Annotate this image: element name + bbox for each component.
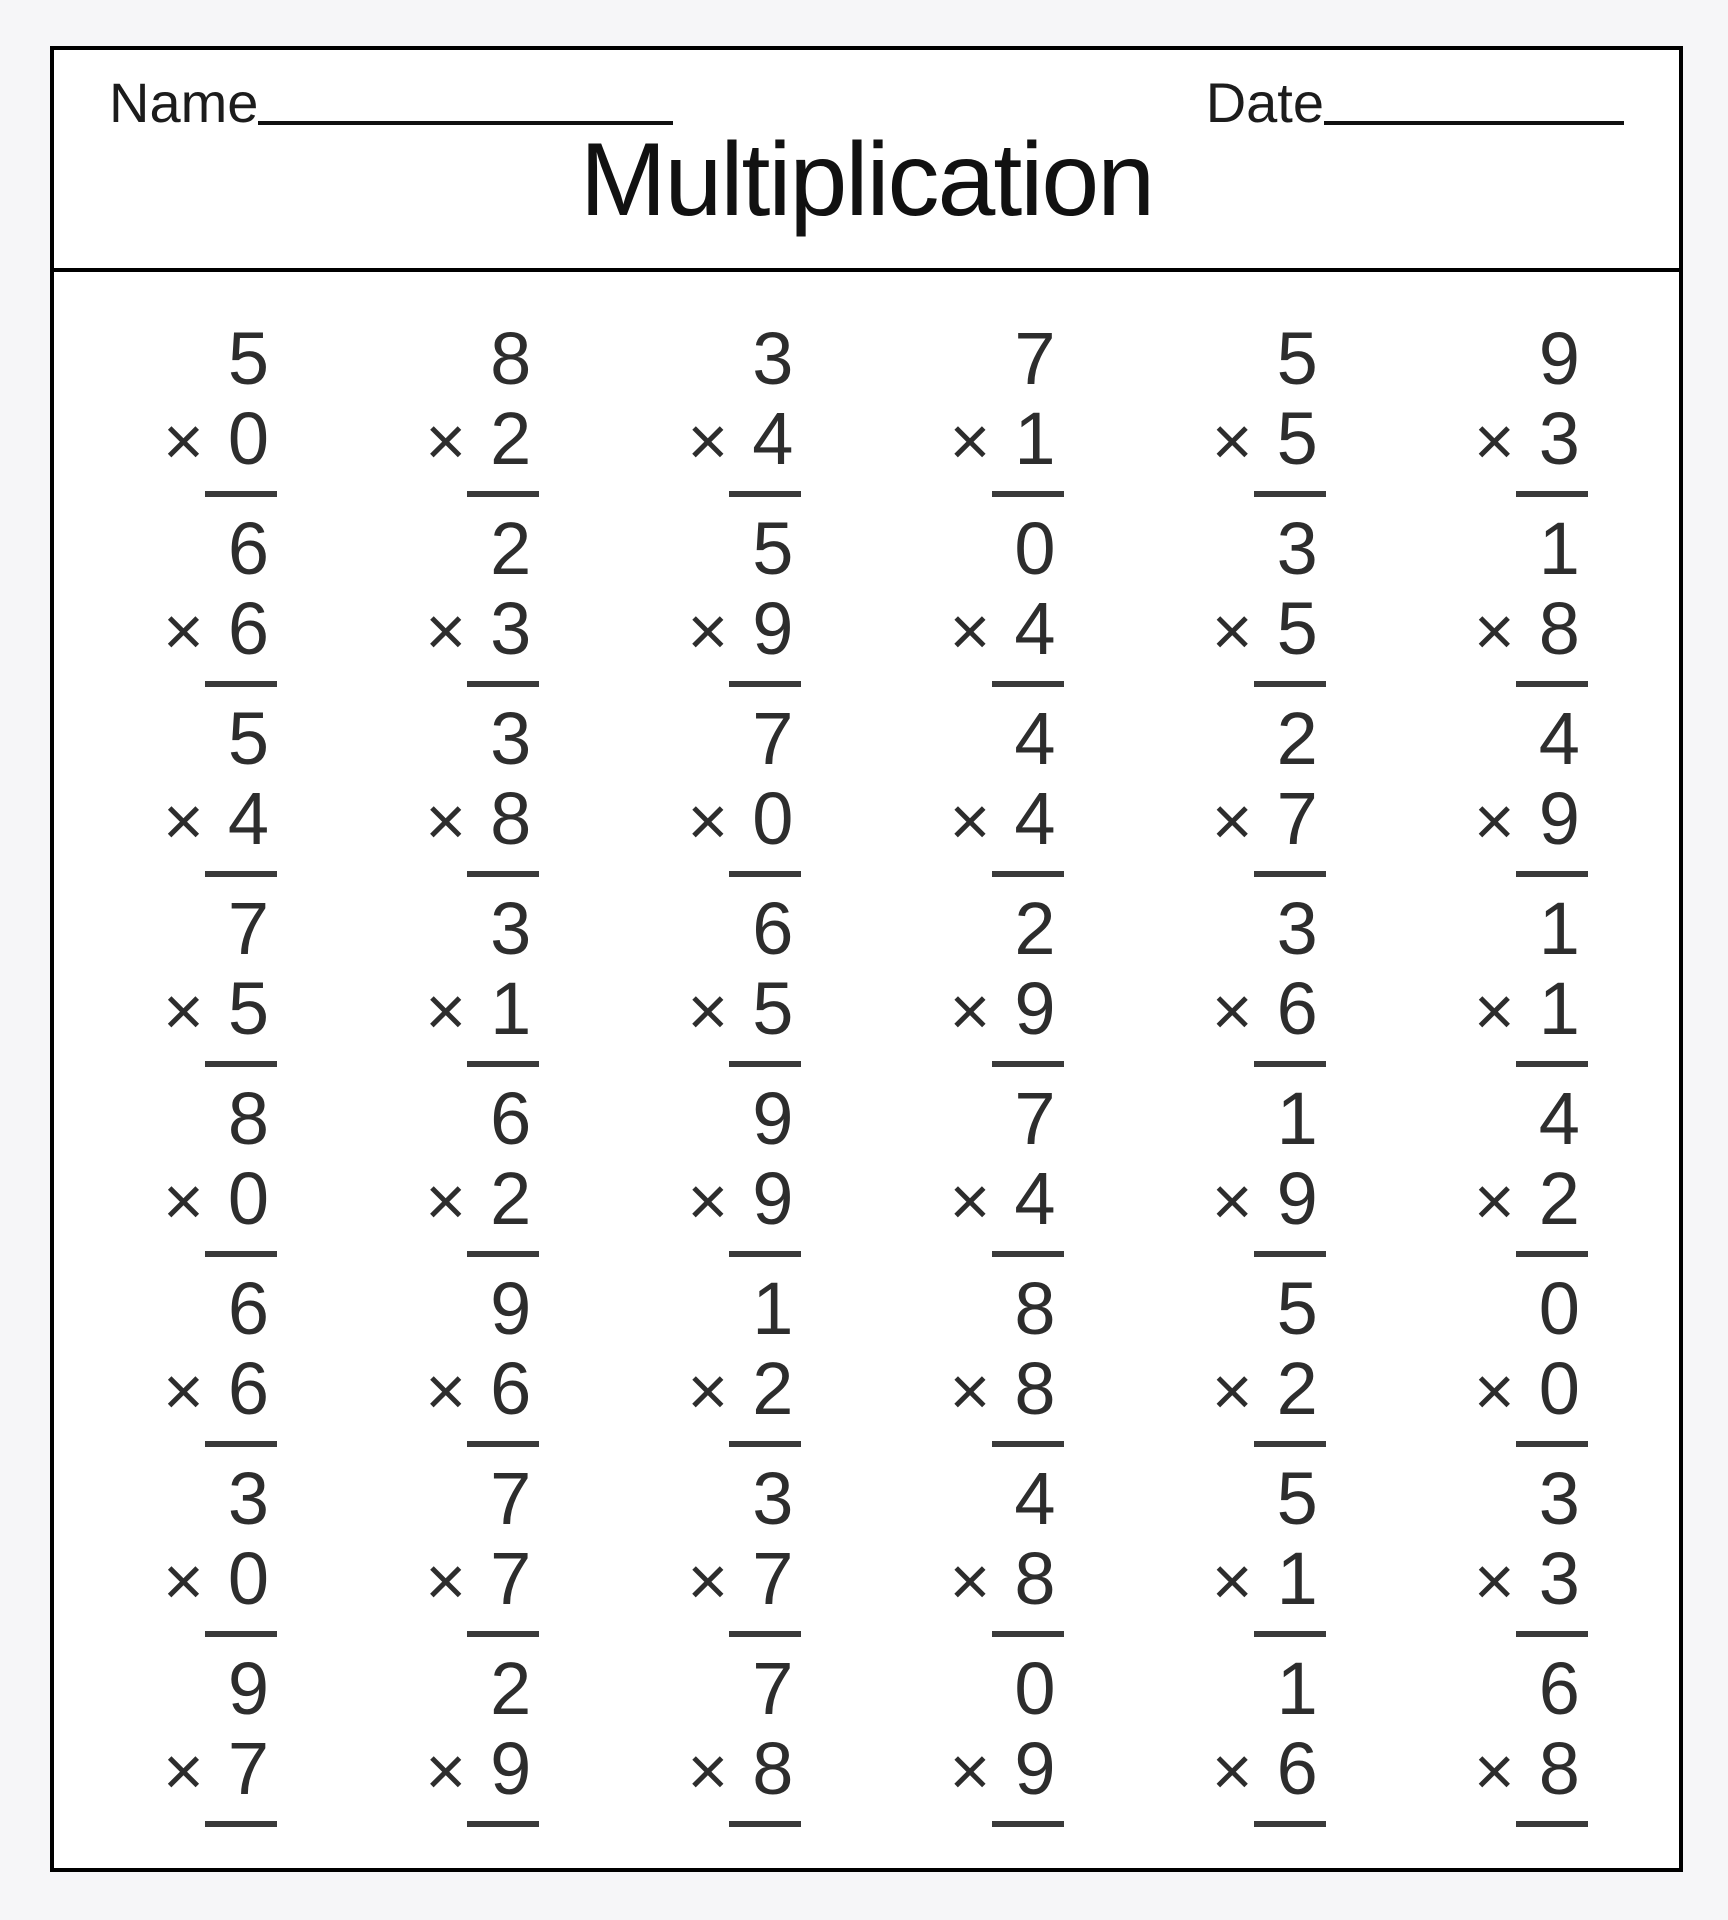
problem-cell	[667, 1078, 803, 1268]
bottom-operand: 0	[227, 1157, 270, 1240]
problem-cell	[1454, 1648, 1590, 1838]
answer-line[interactable]	[992, 491, 1064, 497]
problem-cell	[1192, 318, 1328, 508]
top-operand: 8	[227, 1077, 270, 1160]
answer-line[interactable]	[729, 1441, 801, 1447]
times-icon: ×	[163, 1162, 204, 1240]
top-operand: 3	[752, 317, 794, 400]
times-icon: ×	[687, 592, 729, 670]
top-operand: 0	[1014, 507, 1056, 590]
answer-line[interactable]	[729, 1631, 801, 1637]
problem-cell	[930, 888, 1066, 1078]
bottom-operand: 1	[1538, 967, 1580, 1050]
answer-line[interactable]	[729, 871, 801, 877]
top-operand: 8	[1014, 1267, 1056, 1350]
bottom-operand: 8	[1014, 1347, 1056, 1430]
answer-line[interactable]	[1516, 491, 1588, 497]
answer-line[interactable]	[467, 1251, 539, 1257]
top-operand: 5	[227, 317, 270, 400]
bottom-operand: 0	[752, 777, 794, 860]
bottom-operand: 5	[227, 967, 270, 1050]
problem-cell	[1454, 1078, 1590, 1268]
bottom-operand: 3	[1538, 397, 1580, 480]
times-icon: ×	[949, 1162, 991, 1240]
problem-cell	[1454, 318, 1590, 508]
times-icon: ×	[1211, 1732, 1253, 1810]
bottom-operand: 8	[1538, 587, 1580, 670]
times-icon: ×	[687, 402, 729, 480]
worksheet-header	[54, 50, 1679, 272]
top-operand: 7	[752, 697, 794, 780]
bottom-operand: 0	[227, 1537, 270, 1620]
answer-line[interactable]	[205, 1441, 277, 1447]
answer-line[interactable]	[1516, 871, 1588, 877]
problem-cell	[667, 698, 803, 888]
answer-line[interactable]	[1254, 491, 1326, 497]
times-icon: ×	[1473, 1542, 1515, 1620]
problem-cell	[667, 1268, 803, 1458]
top-operand: 3	[490, 697, 532, 780]
bottom-operand: 7	[227, 1727, 270, 1810]
answer-line[interactable]	[467, 1821, 539, 1827]
bottom-operand: 9	[1014, 1727, 1056, 1810]
bottom-operand: 8	[752, 1727, 794, 1810]
bottom-operand: 4	[752, 397, 794, 480]
bottom-operand: 1	[1014, 397, 1056, 480]
top-operand: 4	[1014, 1457, 1056, 1540]
answer-line[interactable]	[205, 681, 277, 687]
problem-cell	[930, 1648, 1066, 1838]
top-operand: 9	[752, 1077, 794, 1160]
times-icon: ×	[1473, 782, 1515, 860]
answer-line[interactable]	[729, 1061, 801, 1067]
problem-cell	[1192, 1458, 1328, 1648]
answer-line[interactable]	[992, 1251, 1064, 1257]
bottom-operand: 0	[1538, 1347, 1580, 1430]
bottom-operand: 7	[752, 1537, 794, 1620]
bottom-operand: 8	[1014, 1537, 1056, 1620]
problem-cell	[930, 1078, 1066, 1268]
problem-cell	[143, 698, 279, 888]
bottom-operand: 5	[752, 967, 794, 1050]
bottom-operand: 6	[227, 1347, 270, 1430]
answer-line[interactable]	[1516, 1441, 1588, 1447]
problem-cell	[143, 318, 279, 508]
problem-cell	[1192, 1268, 1328, 1458]
times-icon: ×	[949, 1542, 991, 1620]
bottom-operand: 1	[490, 967, 532, 1050]
times-icon: ×	[425, 782, 467, 860]
problem-cell	[667, 318, 803, 508]
top-operand: 9	[227, 1647, 270, 1730]
times-icon: ×	[1473, 1732, 1515, 1810]
times-icon: ×	[1473, 1352, 1515, 1430]
bottom-operand: 9	[1276, 1157, 1318, 1240]
bottom-operand: 9	[1014, 967, 1056, 1050]
answer-line[interactable]	[992, 871, 1064, 877]
problem-cell	[405, 1268, 541, 1458]
bottom-operand: 4	[1014, 777, 1056, 860]
bottom-operand: 7	[490, 1537, 532, 1620]
problem-cell	[667, 1648, 803, 1838]
top-operand: 0	[1014, 1647, 1056, 1730]
bottom-operand: 2	[490, 1157, 532, 1240]
bottom-operand: 3	[490, 587, 532, 670]
top-operand: 1	[1538, 887, 1580, 970]
times-icon: ×	[425, 972, 467, 1050]
problem-cell	[930, 1458, 1066, 1648]
problem-cell	[405, 1078, 541, 1268]
top-operand: 2	[1276, 697, 1318, 780]
problem-cell	[1454, 1458, 1590, 1648]
date-field	[1206, 72, 1624, 134]
times-icon: ×	[1211, 592, 1253, 670]
times-icon: ×	[163, 1352, 204, 1430]
bottom-operand: 6	[1276, 1727, 1318, 1810]
problem-cell	[143, 1458, 279, 1648]
problem-cell	[930, 508, 1066, 698]
problem-cell	[143, 508, 279, 698]
problem-cell	[1454, 1268, 1590, 1458]
top-operand: 7	[1014, 1077, 1056, 1160]
answer-line[interactable]	[467, 1631, 539, 1637]
top-operand: 6	[490, 1077, 532, 1160]
top-operand: 5	[1276, 317, 1318, 400]
date-blank-line[interactable]	[1324, 121, 1624, 125]
answer-line[interactable]	[1516, 681, 1588, 687]
top-operand: 6	[1538, 1647, 1580, 1730]
problem-cell	[667, 508, 803, 698]
top-operand: 3	[1276, 887, 1318, 970]
top-operand: 0	[1538, 1267, 1580, 1350]
top-operand: 4	[1538, 697, 1580, 780]
bottom-operand: 4	[1014, 1157, 1056, 1240]
problem-cell	[405, 508, 541, 698]
top-operand: 3	[752, 1457, 794, 1540]
times-icon: ×	[687, 1352, 729, 1430]
answer-line[interactable]	[729, 491, 801, 497]
answer-line[interactable]	[1254, 1251, 1326, 1257]
bottom-operand: 2	[1276, 1347, 1318, 1430]
times-icon: ×	[1473, 592, 1515, 670]
answer-line[interactable]	[1254, 1441, 1326, 1447]
top-operand: 3	[1538, 1457, 1580, 1540]
times-icon: ×	[425, 402, 467, 480]
times-icon: ×	[163, 782, 204, 860]
times-icon: ×	[163, 592, 204, 670]
answer-line[interactable]	[205, 491, 277, 497]
problem-cell	[667, 1458, 803, 1648]
top-operand: 1	[1276, 1077, 1318, 1160]
times-icon: ×	[425, 1162, 467, 1240]
times-icon: ×	[949, 972, 991, 1050]
top-operand: 4	[1538, 1077, 1580, 1160]
times-icon: ×	[163, 1732, 204, 1810]
bottom-operand: 8	[490, 777, 532, 860]
problem-cell	[1192, 888, 1328, 1078]
bottom-operand: 9	[1538, 777, 1580, 860]
answer-line[interactable]	[1254, 1631, 1326, 1637]
times-icon: ×	[687, 1542, 729, 1620]
times-icon: ×	[425, 1352, 467, 1430]
problem-cell	[1454, 698, 1590, 888]
top-operand: 7	[227, 887, 270, 970]
times-icon: ×	[687, 782, 729, 860]
worksheet-page	[50, 46, 1683, 1872]
problem-cell	[405, 698, 541, 888]
top-operand: 6	[752, 887, 794, 970]
times-icon: ×	[949, 592, 991, 670]
top-operand: 1	[1538, 507, 1580, 590]
problem-cell	[405, 888, 541, 1078]
top-operand: 2	[1014, 887, 1056, 970]
answer-line[interactable]	[1516, 1061, 1588, 1067]
top-operand: 6	[227, 1267, 270, 1350]
times-icon: ×	[1211, 1352, 1253, 1430]
times-icon: ×	[163, 972, 204, 1050]
problem-cell	[930, 698, 1066, 888]
answer-line[interactable]	[992, 681, 1064, 687]
top-operand: 1	[1276, 1647, 1318, 1730]
problem-cell	[930, 1268, 1066, 1458]
answer-line[interactable]	[1254, 871, 1326, 877]
top-operand: 7	[752, 1647, 794, 1730]
answer-line[interactable]	[205, 871, 277, 877]
times-icon: ×	[1211, 402, 1253, 480]
times-icon: ×	[425, 1732, 467, 1810]
top-operand: 8	[490, 317, 532, 400]
bottom-operand: 6	[490, 1347, 532, 1430]
top-operand: 7	[1014, 317, 1056, 400]
times-icon: ×	[949, 402, 991, 480]
bottom-operand: 6	[227, 587, 270, 670]
problem-cell	[143, 1078, 279, 1268]
times-icon: ×	[1473, 402, 1515, 480]
problem-cell	[1454, 888, 1590, 1078]
top-operand: 4	[1014, 697, 1056, 780]
bottom-operand: 6	[1276, 967, 1318, 1050]
problem-cell	[143, 1268, 279, 1458]
problem-cell	[667, 888, 803, 1078]
top-operand: 6	[227, 507, 270, 590]
problem-cell	[405, 1648, 541, 1838]
times-icon: ×	[1211, 1162, 1253, 1240]
answer-line[interactable]	[467, 1441, 539, 1447]
top-operand: 5	[1276, 1457, 1318, 1540]
answer-line[interactable]	[992, 1631, 1064, 1637]
top-operand: 7	[490, 1457, 532, 1540]
top-operand: 5	[227, 697, 270, 780]
problem-cell	[143, 888, 279, 1078]
answer-line[interactable]	[992, 1821, 1064, 1827]
answer-line[interactable]	[992, 1441, 1064, 1447]
answer-line[interactable]	[729, 1251, 801, 1257]
answer-line[interactable]	[205, 1821, 277, 1827]
answer-line[interactable]	[1254, 681, 1326, 687]
answer-line[interactable]	[205, 1631, 277, 1637]
times-icon: ×	[949, 1352, 991, 1430]
bottom-operand: 0	[227, 397, 270, 480]
bottom-operand: 4	[1014, 587, 1056, 670]
answer-line[interactable]	[467, 681, 539, 687]
times-icon: ×	[425, 592, 467, 670]
top-operand: 3	[1276, 507, 1318, 590]
answer-line[interactable]	[1254, 1821, 1326, 1827]
top-operand: 9	[490, 1267, 532, 1350]
times-icon: ×	[1473, 1162, 1515, 1240]
bottom-operand: 2	[1538, 1157, 1580, 1240]
bottom-operand: 8	[1538, 1727, 1580, 1810]
top-operand: 3	[490, 887, 532, 970]
answer-line[interactable]	[729, 1821, 801, 1827]
problem-cell	[1192, 1078, 1328, 1268]
answer-line[interactable]	[992, 1061, 1064, 1067]
top-operand: 2	[490, 1647, 532, 1730]
top-operand: 3	[227, 1457, 270, 1540]
times-icon: ×	[163, 1542, 204, 1620]
times-icon: ×	[1473, 972, 1515, 1050]
times-icon: ×	[1211, 782, 1253, 860]
top-operand: 9	[1538, 317, 1580, 400]
bottom-operand: 3	[1538, 1537, 1580, 1620]
answer-line[interactable]	[729, 681, 801, 687]
problem-cell	[930, 318, 1066, 508]
times-icon: ×	[163, 402, 204, 480]
bottom-operand: 2	[490, 397, 532, 480]
problem-cell	[405, 1458, 541, 1648]
answer-line[interactable]	[467, 1061, 539, 1067]
problems-grid	[54, 272, 1679, 1838]
bottom-operand: 4	[227, 777, 270, 860]
top-operand: 5	[752, 507, 794, 590]
times-icon: ×	[687, 972, 729, 1050]
bottom-operand: 9	[752, 1157, 794, 1240]
times-icon: ×	[1211, 1542, 1253, 1620]
worksheet-title: Multiplication	[579, 122, 1154, 238]
answer-line[interactable]	[205, 1251, 277, 1257]
answer-line[interactable]	[1516, 1821, 1588, 1827]
times-icon: ×	[687, 1162, 729, 1240]
answer-line[interactable]	[205, 1061, 277, 1067]
name-label: Name	[109, 71, 259, 134]
answer-line[interactable]	[1516, 1251, 1588, 1257]
bottom-operand: 9	[490, 1727, 532, 1810]
bottom-operand: 9	[752, 587, 794, 670]
answer-line[interactable]	[1516, 1631, 1588, 1637]
times-icon: ×	[687, 1732, 729, 1810]
times-icon: ×	[949, 782, 991, 860]
problem-cell	[1454, 508, 1590, 698]
top-operand: 1	[752, 1267, 794, 1350]
times-icon: ×	[949, 1732, 991, 1810]
answer-line[interactable]	[1254, 1061, 1326, 1067]
problem-cell	[143, 1648, 279, 1838]
problem-cell	[405, 318, 541, 508]
answer-line[interactable]	[467, 491, 539, 497]
problem-cell	[1192, 698, 1328, 888]
bottom-operand: 1	[1276, 1537, 1318, 1620]
top-operand: 2	[490, 507, 532, 590]
answer-line[interactable]	[467, 871, 539, 877]
bottom-operand: 2	[752, 1347, 794, 1430]
times-icon: ×	[425, 1542, 467, 1620]
top-operand: 5	[1276, 1267, 1318, 1350]
date-label: Date	[1205, 71, 1324, 134]
bottom-operand: 5	[1276, 587, 1318, 670]
problem-cell	[1192, 1648, 1328, 1838]
times-icon: ×	[1211, 972, 1253, 1050]
bottom-operand: 5	[1276, 397, 1318, 480]
problem-cell	[1192, 508, 1328, 698]
bottom-operand: 7	[1276, 777, 1318, 860]
